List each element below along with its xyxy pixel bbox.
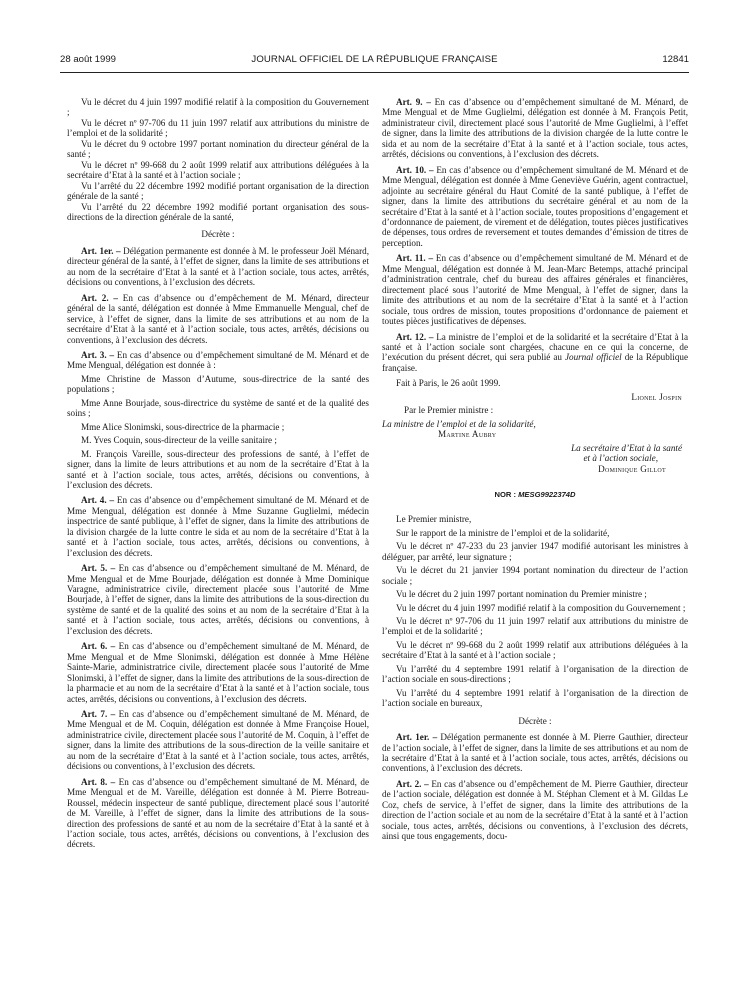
article-label: Art. 1er. –	[81, 245, 121, 256]
fait-a-paris: Fait à Paris, le 26 août 1999.	[396, 378, 501, 389]
article-text: En cas d’absence ou d’empêchement de M. Ménard, directeur général de la santé, délégation est donnée à Mme Emmanuelle Mengual, chef de service, à l’effet de signer, dans la limite de ses attributions et au nom de la secrétaire d’Etat à la santé et à l’action sociale, tous actes, arrêtés, décisions ou conventions, à l’exclusion des décrets.	[67, 292, 369, 345]
nor-reference	[382, 490, 688, 500]
article-text: La ministre de l’emploi et de la solidarité et la secrétaire d’Etat à la santé et à l’action sociale sont chargées, chacune en ce qui la concerne, de l’exécution du présent décret, qui sera publié au	[382, 331, 688, 363]
visa: Vu le décret du 9 octobre 1997 portant nomination du directeur général de la santé ;	[67, 138, 369, 160]
visa: Vu le décret nº 99-668 du 2 août 1999 relatif aux attributions déléguées à la secrétaire d’Etat à la santé et à l’action sociale ;	[382, 639, 688, 661]
visa: Vu l’arrêté du 4 septembre 1991 relatif à l’organisation de la direction de l’action sociale en bureaux,	[382, 687, 688, 709]
journal-officiel-italic: Journal officiel	[564, 352, 622, 363]
visa: Vu l’arrêté du 4 septembre 1991 relatif à l’organisation de la direction de l’action sociale en sous-directions ;	[382, 663, 688, 685]
article-text: En cas d’absence ou d’empêchement simultané de M. Ménard et de Mme Mengual, délégation est donnée à :	[67, 349, 369, 371]
article-label: Art. 10. –	[396, 164, 434, 175]
right-column	[382, 97, 688, 842]
article-text: En cas d’absence ou d’empêchement simultané de M. Ménard et de Mme Mengual, délégation est donnée à M. Jean-Marc Betemps, attaché principal d’administration centrale, chef du bureau des affaires générales et financières, directement placé sous l’autorité de Mme Mengual, à l’effet de signer, dans la limite des attributions et au nom de la secrétaire d’Etat à la santé et à l’action sociale, tous ordres de mission, toutes propositions d’ordonnance de paiement et toutes pièces justificatives de dépenses.	[382, 253, 688, 327]
article-11	[382, 253, 688, 326]
article-12	[382, 332, 688, 374]
ministre-name: Martine Aubry	[438, 429, 497, 440]
article-text: En cas d’absence ou d’empêchement simultané de M. Ménard, de Mme Mengual et de M. Vareille, délégation est donnée à M. Pierre Botreau-Roussel, médecin inspecteur de santé publique, directement placé sous l’autorité de M. Vareille, à l’effet de signer, dans la limite des attributions de la sous-direction des professions de santé et au nom de la secrétaire d’Etat à la santé et à l’action sociale, tous actes, arrêtés, décisions ou conventions, à l’exclusion des décrets.	[67, 776, 369, 850]
article-8	[67, 777, 369, 850]
article-10	[382, 165, 688, 249]
nor-code: MESG9922374D	[518, 489, 576, 499]
visa: Vu le décret nº 97-706 du 11 juin 1997 relatif aux attributions du ministre de l’emploi et de la solidarité ;	[382, 616, 688, 637]
visa: Vu le décret du 2 juin 1997 portant nomination du Premier ministre ;	[396, 589, 647, 600]
ministre-title-text: La ministre de l’emploi et de la solidarité,	[382, 418, 536, 429]
list-item: M. Yves Coquin, sous-directeur de la veille sanitaire ;	[81, 435, 277, 446]
page-number: 12841	[662, 54, 689, 65]
article-text: En cas d’absence ou d’empêchement simultané de M. Ménard, de Mme Mengual et de Mme Guglielmi, délégation est donnée à M. François Petit, administrateur civil, directement placé sous l’autorité de Mme Guglielmi, à l’effet de signer, dans la limite des attributions de la division chargée de la lutte contre le sida et au nom de la secrétaire d’Etat à la santé et à l’action sociale, tous actes, arrêtés, décisions ou conventions, à l’exclusion des décrets.	[382, 97, 688, 160]
visa: Vu le décret du 4 juin 1997 modifié relatif à la composition du Gouvernement ;	[67, 97, 369, 118]
visa: Vu le décret nº 99-668 du 2 août 1999 relatif aux attributions déléguées à la secrétaire d’Etat à la santé et à l’action sociale ;	[67, 159, 369, 181]
decrete-heading: Décrète :	[201, 229, 235, 240]
visa: Vu le décret nº 97-706 du 11 juin 1997 relatif aux attributions du ministre de l’emploi et de la solidarité ;	[67, 117, 369, 139]
article-3	[67, 350, 369, 371]
left-column	[67, 97, 369, 850]
article-text: En cas d’absence ou d’empêchement simultané de M. Ménard, de Mme Mengual et de Mme Bourjade, délégation est donnée à Mme Dominique Varagne, administratrice civile, directement placée sous l’autorité de Mme Bourjade, à l’effet de signer, dans la limite des attributions de la sous-direction du système de santé et de la qualité des soins et au nom de la secrétaire d’Etat à la santé et à l’action sociale, tous actes, arrêtés, décisions ou conventions, à l’exclusion des décrets.	[67, 563, 369, 636]
article-label: Art. 2. –	[396, 778, 429, 789]
article-text: Délégation permanente est donnée à M. Pierre Gauthier, directeur de l’action sociale, à l’effet de signer, dans la limite de ses attributions et au nom de la secrétaire d’Etat à la santé et à l’action sociale, tous actes, arrêtés, décisions ou conventions, à l’exclusion des décrets.	[382, 732, 688, 774]
list-item: Mme Anne Bourjade, sous-directrice du système de santé et de la qualité des soins ;	[67, 397, 369, 419]
article-text: En cas d’absence ou d’empêchement simultané de M. Ménard, de Mme Mengual et de Mme Slonimski, délégation est donnée à Mme Hélène Sainte-Marie, administratrice civile, directement placée sous l’autorité de Mme Slonimski, à l’effet de signer, dans la limite des attributions de la sous-direction de la pharmacie et au nom de la secrétaire d’Etat à la santé et à l’action sociale, tous actes, arrêtés, décisions ou conventions, à l’exclusion des décrets.	[67, 641, 369, 704]
article-text: En cas d’absence ou d’empêchement simultané de M. Ménard et de Mme Mengual, délégation est donnée à Mme Geneviève Guérin, agent contractuel, adjointe au secrétaire général du Haut Comité de la santé publique, à l’effet de signer, dans la limite des attributions du secrétaire général et au nom de la secrétaire d’Etat à la santé et à l’action sociale, toutes propositions d’engagement et d’ordonnance de paiement, de virement et de délégation, toutes pièces justificatives de dépenses, tous ordres de reversement et toutes demandes d’émission de titres de perception.	[382, 164, 688, 248]
article-6	[67, 641, 369, 704]
article-4	[67, 495, 369, 558]
article-label: Art. 2. –	[81, 292, 118, 303]
article-label: Art. 8. –	[81, 776, 116, 787]
visa: Vu l’arrêté du 22 décembre 1992 modifié portant organisation de la direction générale de la santé ;	[67, 180, 369, 202]
nor-label: NOR :	[494, 489, 516, 499]
article-label: Art. 5. –	[81, 563, 116, 574]
article-text: de la République française.	[382, 352, 689, 373]
article-label: Art. 6. –	[81, 641, 116, 652]
visa: Vu le décret du 4 juin 1997 modifié relatif à la composition du Gouvernement ;	[396, 602, 686, 613]
article-label: Art. 12. –	[396, 331, 434, 342]
decrete-heading: Décrète :	[518, 715, 552, 726]
article-2	[67, 293, 369, 345]
list-item: Mme Christine de Masson d’Autume, sous-directrice de la santé des populations ;	[67, 373, 369, 395]
article-label: Art. 11. –	[396, 253, 434, 264]
article-2-action-sociale	[382, 779, 688, 842]
article-label: Art. 1er. –	[396, 732, 438, 743]
visa: Vu l’arrêté du 22 décembre 1992 modifié portant organisation des sous-directions de la direction générale de la santé,	[67, 201, 369, 222]
visa: Vu le décret nº 47-233 du 23 janvier 1947 modifié autorisant les ministres à déléguer, par arrêté, leur signature ;	[382, 541, 688, 562]
article-label: Art. 9. –	[396, 97, 431, 107]
list-item: M. François Vareille, sous-directeur des professions de santé, à l’effet de signer, dans la limite de leurs attributions et au nom de la secrétaire d’Etat à la santé et à l’action sociale, tous actes, arrêtés, décisions ou conventions, à l’exclusion des décrets.	[67, 448, 369, 490]
visa: Sur le rapport de la ministre de l’emploi et de la solidarité,	[396, 527, 610, 538]
article-9	[382, 97, 688, 160]
article-5	[67, 563, 369, 636]
article-7	[67, 709, 369, 772]
article-1	[67, 246, 369, 288]
visa: Vu le décret du 21 janvier 1994 portant nomination du directeur de l’action sociale ;	[382, 565, 688, 586]
premier-ministre-line: Le Premier ministre,	[396, 514, 472, 525]
journal-title: JOURNAL OFFICIEL DE LA RÉPUBLIQUE FRANÇAISE	[251, 54, 498, 65]
article-label: Art. 4. –	[81, 495, 115, 506]
article-label: Art. 3. –	[81, 349, 115, 360]
par-le-premier-ministre: Par le Premier ministre :	[404, 405, 494, 416]
secretaire-name: Dominique Gillot	[598, 463, 666, 474]
article-label: Art. 7. –	[81, 709, 116, 720]
signature-premier-ministre: Lionel Jospin	[631, 391, 682, 402]
issue-date: 28 août 1999	[60, 54, 117, 65]
header-rule	[60, 72, 689, 73]
ministre-title	[382, 419, 688, 429]
secretaire-title-line-1: La secrétaire d’Etat à la santé	[571, 442, 682, 453]
article-text: En cas d’absence ou d’empêchement de M. Pierre Gauthier, directeur de l’action sociale, délégation est donnée à M. Stéphan Clement et à M. Gildas Le Coz, chefs de service, à l’effet de signer, dans la limite des attributions de la direction de l’action sociale et au nom de la secrétaire d’Etat à la santé et à l’action sociale, tous actes, arrêtés, décisions ou conventions, à l’exclusion des décrets, ainsi que tous engagements, docu-	[382, 778, 688, 842]
article-text: En cas d’absence ou d’empêchement simultané de M. Ménard, de Mme Mengual et de M. Coquin, délégation est donnée à Mme Françoise Houel, administratrice civile, directement placée sous l’autorité de M. Coquin, à l’effet de signer, dans la limite des attributions de la sous-direction de la veille sanitaire et au nom de la secrétaire d’Etat à la santé et à l’action sociale, tous actes, arrêtés, décisions ou conventions, à l’exclusion des décrets.	[67, 709, 369, 772]
secretaire-title-line-2: et à l’action sociale,	[583, 453, 658, 464]
article-text: Délégation permanente est donnée à M. le professeur Joël Ménard, directeur général de la santé, à l’effet de signer, dans la limite de ses attributions et au nom de la secrétaire d’Etat à la santé et à l’action sociale, tous actes, arrêtés, décisions ou conventions, à l’exclusion des décrets.	[67, 245, 369, 288]
page-header	[60, 54, 689, 70]
article-1-action-sociale	[382, 732, 688, 774]
list-item: Mme Alice Slonimski, sous-directrice de la pharmacie ;	[81, 421, 285, 432]
article-text: En cas d’absence ou d’empêchement simultané de M. Ménard et de Mme Mengual, délégation est donnée à Mme Suzanne Guglielmi, médecin inspectrice de santé publique, à l’effet de signer, dans la limite des attributions de la division chargée de la lutte contre le sida et au nom de la secrétaire d’Etat à la santé et à l’action sociale, tous actes, arrêtés, décisions ou conventions, à l’exclusion des décrets.	[67, 495, 369, 558]
